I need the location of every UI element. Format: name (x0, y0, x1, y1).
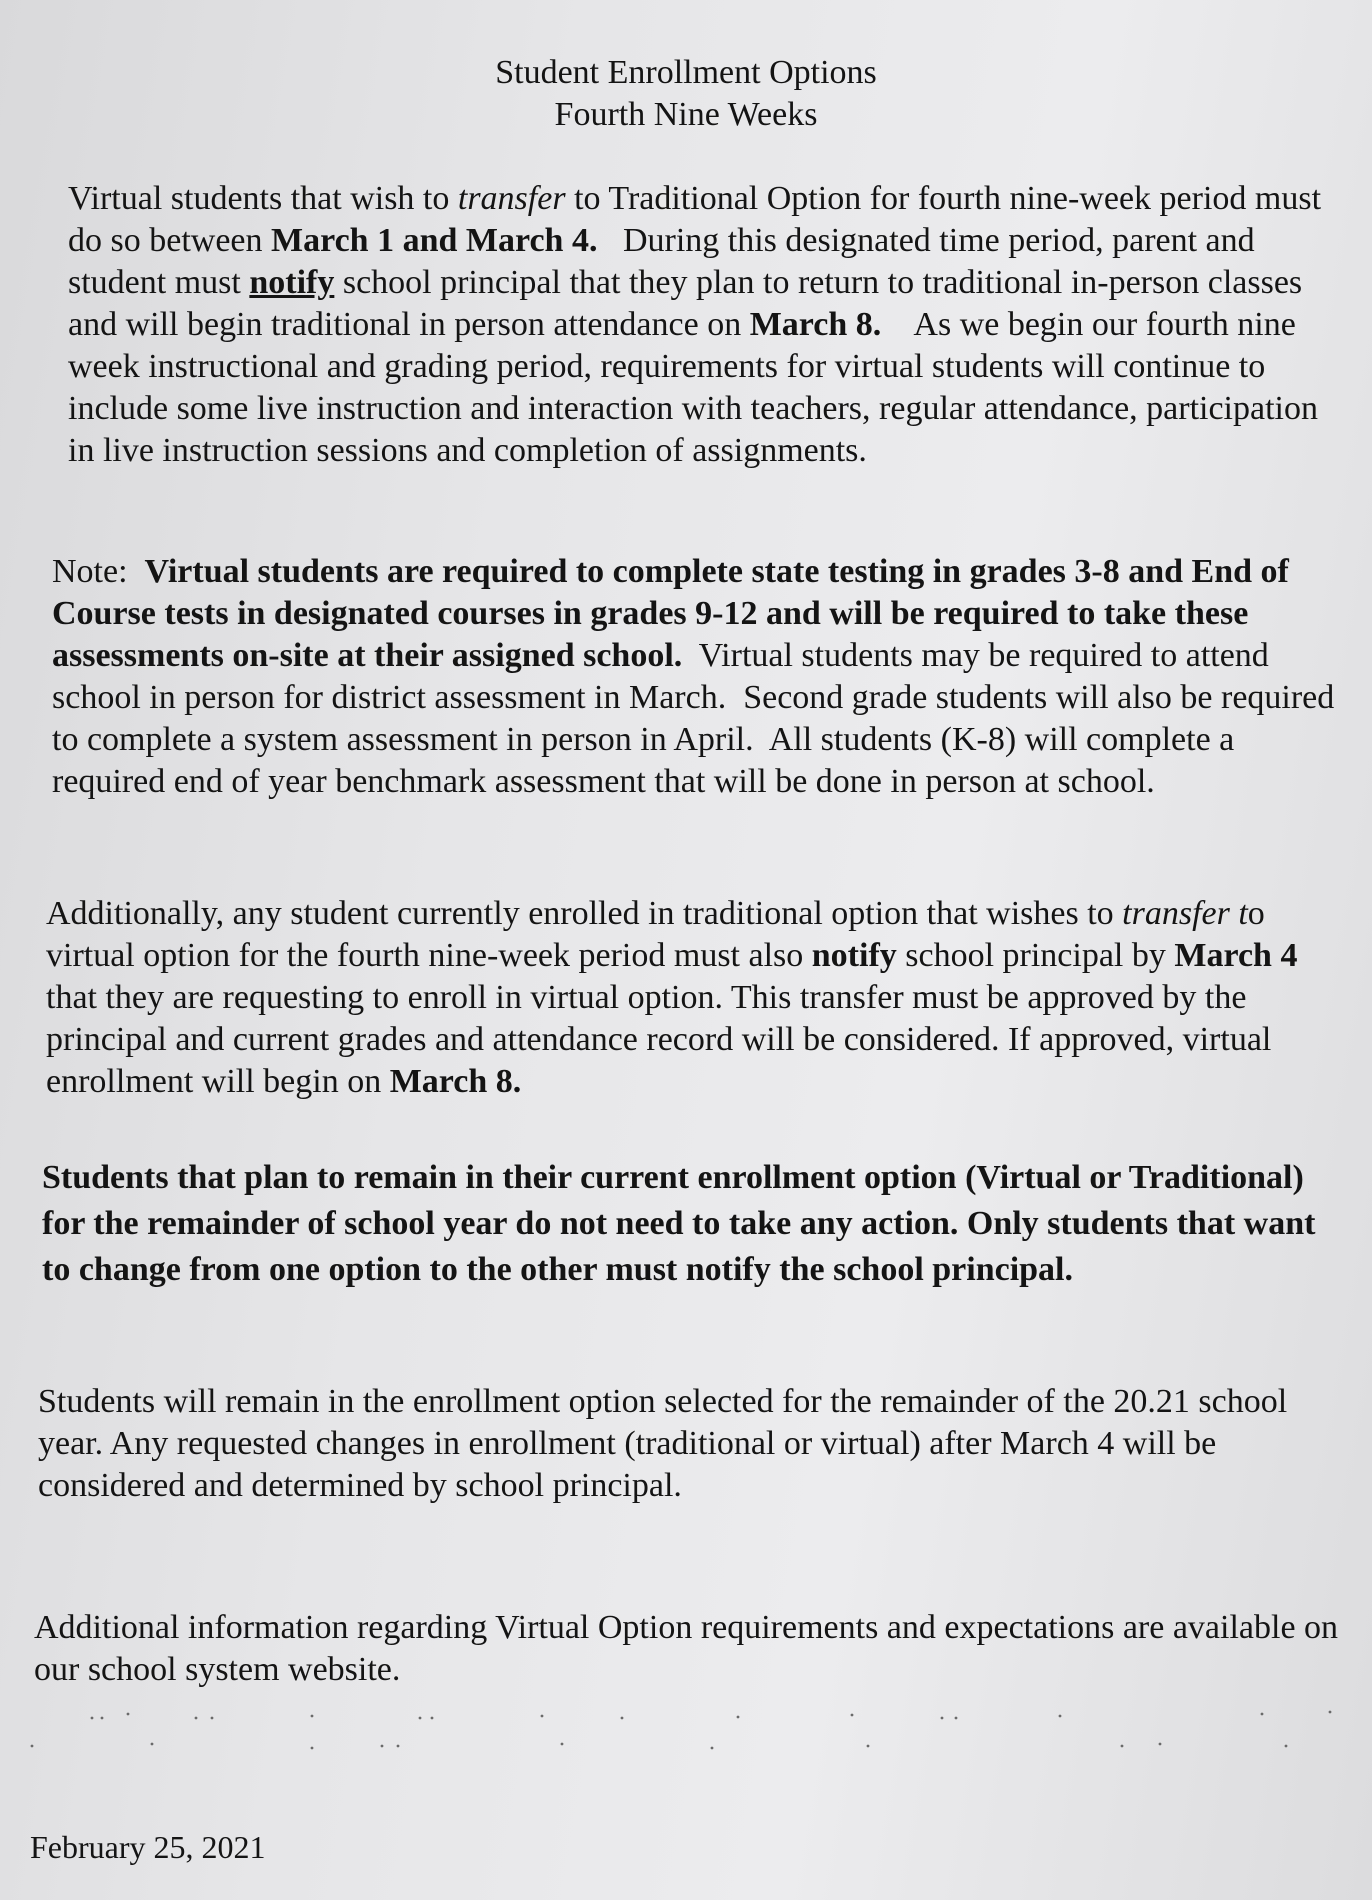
text-run: During this designated time period, parent and student must (68, 222, 1264, 301)
paragraph-transfer-to-virtual (46, 893, 1346, 1103)
text-run: Note: (52, 553, 145, 590)
italic-run: transfer t (1122, 895, 1248, 932)
title-line-2: Fourth Nine Weeks (554, 96, 818, 133)
bold-run: Virtual students are required to complete state testing in grades 3-8 and End of Course tests in designated courses in grades 9-12 and will be required to take these assessments on-site at their assigned school. (52, 553, 1289, 674)
paragraph-no-action-needed: Students that plan to remain in their current enrollment option (Virtual or Traditional) for the remainder of school year do not need to take any action. Only students that want to change from one option to the other must notify the school principal. (42, 1159, 1316, 1288)
text-run: Additionally, any student currently enrolled in traditional option that wishes to (46, 895, 1123, 932)
text-run: Virtual students may be required to attend school in person for district assessment in March. Second grade students will also be required to complete a system assessment in person in April. All students (K-8) will complete a required end of year benchmark assessment that will be done in person at school. (52, 637, 1343, 800)
bold-run: March 8. (389, 1063, 522, 1100)
document-title (0, 52, 1372, 136)
paper-specks (0, 1700, 1372, 1790)
bold-run: notify (811, 937, 897, 974)
text-run: school principal by (896, 937, 1175, 974)
document-date: February 25, 2021 (30, 1829, 266, 1865)
text-run: that they are requesting to enroll in virtual option. This transfer must be approved by the principal and current grades and attendance record will be considered. If approved, virtual enrollment will begin on (46, 979, 1272, 1100)
paragraph-testing-note (52, 551, 1352, 803)
title-line-1: Student Enrollment Options (495, 54, 877, 91)
bold-run: March 1 and March 4. (271, 222, 598, 259)
underlined-bold-run: notify (249, 264, 335, 301)
italic-run: transfer (457, 180, 566, 217)
paragraph-additional-info: Additional information regarding Virtual Option requirements and expectations are available on our school system website. (34, 1609, 1339, 1688)
paragraph-transfer-to-traditional (68, 178, 1338, 472)
text-run: o virtual option for the fourth nine-week period must also (46, 895, 1265, 974)
text-run: to Traditional Option for fourth nine-week period must do so between (68, 180, 1322, 259)
text-run: school principal that they plan to return to traditional in-person classes and will begin traditional in person attendance on (68, 264, 1303, 343)
bold-run: March 8. (749, 306, 882, 343)
text-run: Virtual students that wish to (68, 180, 458, 217)
bold-run: March 4 (1174, 937, 1298, 974)
text-run: As we begin our fourth nine week instructional and grading period, requirements for virtual students will continue to include some live instruction and interaction with teachers, regular attendance, participation in live instruction sessions and completion of assignments. (68, 306, 1327, 469)
paragraph-remain-enrolled: Students will remain in the enrollment option selected for the remainder of the 20.21 school year. Any requested changes in enrollment (traditional or virtual) after March 4 will be considered and determined by school principal. (38, 1383, 1288, 1504)
